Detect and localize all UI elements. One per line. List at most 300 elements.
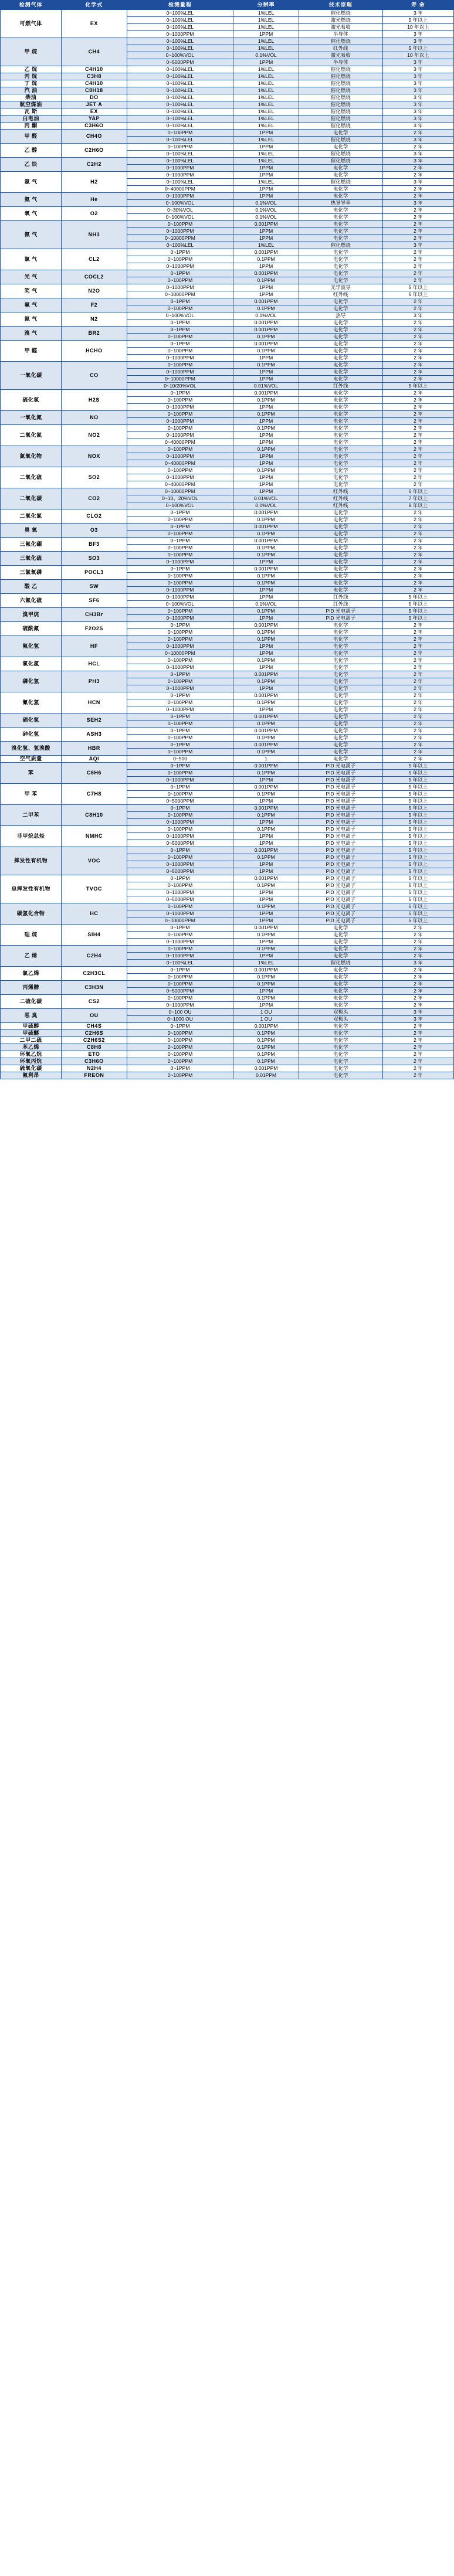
technology-cell: 电化学 [299, 742, 382, 749]
lifetime-cell: 3 年 [382, 10, 453, 17]
resolution-cell: 1%LEL [233, 10, 299, 17]
detection-range-cell: 0~100PPM [127, 678, 233, 685]
header-technology: 技术原理 [299, 1, 382, 10]
technology-cell: 电化学 [299, 981, 382, 988]
technology-cell: PID 光电离子 [299, 615, 382, 622]
table-row [1, 805, 454, 812]
lifetime-cell: 2 年 [382, 981, 453, 988]
gas-name-cell: 甲 烷 [1, 38, 62, 66]
lifetime-cell: 2 年 [382, 186, 453, 193]
detection-range-cell: 0~100PPM [127, 749, 233, 756]
detection-range-cell: 0~100PPM [127, 636, 233, 643]
chemical-formula-cell: C8H8 [62, 1044, 127, 1051]
chemical-formula-cell: C2H3CL [62, 967, 127, 981]
technology-cell: 催化燃烧 [299, 151, 382, 158]
detection-range-cell: 0~1000PPM [127, 819, 233, 826]
resolution-cell: 0.1PPM [233, 657, 299, 664]
lifetime-cell: 5 年以上 [382, 826, 453, 833]
detection-range-cell: 0~100PPM [127, 144, 233, 151]
gas-name-cell: 非甲烷总烃 [1, 826, 62, 847]
resolution-cell: 0.1PPM [233, 882, 299, 889]
lifetime-cell: 5 年以上 [382, 594, 453, 601]
lifetime-cell: 5 年以上 [382, 889, 453, 896]
technology-cell: 电化学 [299, 144, 382, 151]
resolution-cell: 0.1PPM [233, 1037, 299, 1044]
lifetime-cell: 2 年 [382, 369, 453, 376]
detection-range-cell: 0~500 [127, 756, 233, 763]
table-row [1, 995, 454, 1002]
table-row [1, 847, 454, 854]
technology-cell: 电化学 [299, 735, 382, 742]
technology-cell: 红外线 [299, 488, 382, 495]
resolution-cell: 1%LEL [233, 151, 299, 158]
lifetime-cell: 2 年 [382, 946, 453, 953]
table-row [1, 728, 454, 735]
table-row [1, 552, 454, 559]
lifetime-cell: 3 年 [382, 38, 453, 45]
lifetime-cell: 3 年 [382, 31, 453, 38]
detection-range-cell: 0~100%LEL [127, 137, 233, 144]
technology-cell: 催化燃烧 [299, 242, 382, 249]
lifetime-cell: 5 年以上 [382, 903, 453, 910]
lifetime-cell: 2 年 [382, 580, 453, 587]
chemical-formula-cell: F2 [62, 298, 127, 312]
technology-cell: 热导导率 [299, 200, 382, 207]
resolution-cell: 1 [233, 756, 299, 763]
resolution-cell: 1%LEL [233, 94, 299, 101]
table-row [1, 657, 454, 664]
detection-range-cell: 0~100%LEL [127, 66, 233, 73]
lifetime-cell: 2 年 [382, 692, 453, 699]
chemical-formula-cell: HF [62, 636, 127, 657]
detection-range-cell: 0~1PPM [127, 742, 233, 749]
detection-range-cell: 0~1000PPM [127, 31, 233, 38]
resolution-cell: 1PPM [233, 460, 299, 467]
table-row [1, 87, 454, 94]
table-row [1, 108, 454, 115]
resolution-cell: 1PPM [233, 840, 299, 847]
lifetime-cell: 5 年以上 [382, 805, 453, 812]
chemical-formula-cell: TVOC [62, 875, 127, 903]
table-row [1, 411, 454, 418]
technology-cell: 电化学 [299, 580, 382, 587]
gas-name-cell: 空气质量 [1, 756, 62, 763]
table-row [1, 390, 454, 397]
chemical-formula-cell: F2O2S [62, 622, 127, 636]
chemical-formula-cell: SIH4 [62, 925, 127, 946]
technology-cell: 催化燃烧 [299, 38, 382, 45]
chemical-formula-cell: C3H6O [62, 1058, 127, 1065]
technology-cell: PID 光电离子 [299, 833, 382, 840]
gas-name-cell: 苯 [1, 763, 62, 784]
chemical-formula-cell: COCL2 [62, 270, 127, 284]
technology-cell: PID 光电离子 [299, 917, 382, 925]
table-row [1, 1072, 454, 1079]
detection-range-cell: 0~40000PPM [127, 186, 233, 193]
technology-cell: PID 光电离子 [299, 840, 382, 847]
gas-name-cell: 磷化氢 [1, 671, 62, 692]
technology-cell: PID 光电离子 [299, 861, 382, 868]
lifetime-cell: 5 年以上 [382, 840, 453, 847]
resolution-cell: 0.001PPM [233, 763, 299, 770]
table-row [1, 967, 454, 974]
table-row [1, 488, 454, 495]
technology-cell: PID 光电离子 [299, 608, 382, 615]
detection-range-cell: 0~100PPM [127, 1072, 233, 1079]
resolution-cell: 0.001PPM [233, 249, 299, 256]
table-row [1, 66, 454, 73]
resolution-cell: 0.001PPM [233, 728, 299, 735]
chemical-formula-cell: H2 [62, 172, 127, 193]
detection-range-cell: 0~100%LEL [127, 123, 233, 130]
technology-cell: PID 光电离子 [299, 770, 382, 777]
technology-cell: 电化学 [299, 341, 382, 348]
detection-range-cell: 0~5000PPM [127, 896, 233, 903]
lifetime-cell: 7 年以上 [382, 495, 453, 502]
detection-range-cell: 0~100PPM [127, 608, 233, 615]
technology-cell: 电化学 [299, 516, 382, 524]
lifetime-cell: 2 年 [382, 559, 453, 566]
lifetime-cell: 5 年以上 [382, 763, 453, 770]
detection-range-cell: 0~1000PPM [127, 833, 233, 840]
technology-cell: 催化燃烧 [299, 66, 382, 73]
gas-name-cell: 六氟化硫 [1, 594, 62, 608]
resolution-cell: 1PPM [233, 376, 299, 383]
chemical-formula-cell: SO3 [62, 552, 127, 566]
resolution-cell: 1%LEL [233, 17, 299, 24]
chemical-formula-cell: HCHO [62, 341, 127, 362]
detection-range-cell: 0~100%LEL [127, 115, 233, 123]
technology-cell: 双极头 [299, 1016, 382, 1023]
gas-name-cell: 三氧化硫 [1, 552, 62, 566]
lifetime-cell: 2 年 [382, 636, 453, 643]
lifetime-cell: 2 年 [382, 327, 453, 334]
gas-name-cell: 环氧丙烷 [1, 1058, 62, 1065]
table-row [1, 425, 454, 432]
detection-range-cell: 0~1000PPM [127, 172, 233, 179]
resolution-cell: 0.001PPM [233, 566, 299, 573]
resolution-cell: 0.1PPM [233, 277, 299, 284]
chemical-formula-cell: CO2 [62, 488, 127, 509]
resolution-cell: 0.001PPM [233, 1023, 299, 1030]
gas-name-cell: 甲 苯 [1, 784, 62, 805]
resolution-cell: 0.01%VOL [233, 383, 299, 390]
table-row [1, 362, 454, 369]
chemical-formula-cell: EX [62, 108, 127, 115]
lifetime-cell: 2 年 [382, 650, 453, 657]
technology-cell: 电化学 [299, 193, 382, 200]
detection-range-cell: 0~1000PPM [127, 1002, 233, 1009]
resolution-cell: 1PPM [233, 650, 299, 657]
resolution-cell: 1PPM [233, 263, 299, 270]
resolution-cell: 1%LEL [233, 158, 299, 165]
chemical-formula-cell: OU [62, 1009, 127, 1023]
gas-name-cell: 二硫化碳 [1, 995, 62, 1009]
lifetime-cell: 5 年以上 [382, 608, 453, 615]
lifetime-cell: 2 年 [382, 939, 453, 946]
resolution-cell: 0.001PPM [233, 805, 299, 812]
table-row [1, 1037, 454, 1044]
gas-name-cell: 三氟化硼 [1, 538, 62, 552]
technology-cell: 电化学 [299, 270, 382, 277]
detection-range-cell: 0~100%LEL [127, 108, 233, 115]
resolution-cell: 0.001PPM [233, 925, 299, 932]
technology-cell: 半导体 [299, 59, 382, 66]
technology-cell: 电化学 [299, 446, 382, 453]
detection-range-cell: 0~1PPM [127, 728, 233, 735]
technology-cell: PID 光电离子 [299, 777, 382, 784]
lifetime-cell: 2 年 [382, 453, 453, 460]
technology-cell: 电化学 [299, 1002, 382, 1009]
chemical-formula-cell: NMHC [62, 826, 127, 847]
detection-range-cell: 0~100PPM [127, 130, 233, 137]
chemical-formula-cell: CL2 [62, 249, 127, 270]
resolution-cell: 0.1%VOL [233, 601, 299, 608]
lifetime-cell: 2 年 [382, 235, 453, 242]
technology-cell: 电化学 [299, 728, 382, 735]
lifetime-cell: 2 年 [382, 509, 453, 516]
resolution-cell: 1PPM [233, 615, 299, 622]
technology-cell: PID 光电离子 [299, 812, 382, 819]
resolution-cell: 0.1PPM [233, 826, 299, 833]
detection-range-cell: 0~100PPM [127, 1051, 233, 1058]
resolution-cell: 0.001PPM [233, 847, 299, 854]
chemical-formula-cell: C2H6S [62, 1030, 127, 1037]
resolution-cell: 1PPM [233, 861, 299, 868]
table-row [1, 123, 454, 130]
gas-name-cell: 氦 气 [1, 193, 62, 207]
gas-name-cell: 丙 酮 [1, 123, 62, 130]
gas-name-cell: 硫化氢 [1, 390, 62, 411]
resolution-cell: 1PPM [233, 868, 299, 875]
resolution-cell: 1%LEL [233, 24, 299, 31]
detection-range-cell: 0~1PPM [127, 538, 233, 545]
table-row [1, 742, 454, 749]
lifetime-cell: 2 年 [382, 221, 453, 228]
lifetime-cell: 2 年 [382, 587, 453, 594]
technology-cell: 电化学 [299, 298, 382, 305]
gas-name-cell: 乙 烷 [1, 66, 62, 73]
chemical-formula-cell: HCL [62, 657, 127, 671]
resolution-cell: 0.1PPM [233, 545, 299, 552]
resolution-cell: 0.01PPM [233, 1072, 299, 1079]
resolution-cell: 0.1PPM [233, 1044, 299, 1051]
technology-cell: 电化学 [299, 629, 382, 636]
header-resolution: 分辨率 [233, 1, 299, 10]
detection-range-cell: 0~1000PPM [127, 910, 233, 917]
chemical-formula-cell: SO2 [62, 467, 127, 488]
lifetime-cell: 2 年 [382, 967, 453, 974]
lifetime-cell: 3 年 [382, 123, 453, 130]
detection-range-cell: 0~100PPM [127, 770, 233, 777]
technology-cell: 电化学 [299, 1058, 382, 1065]
detection-range-cell: 0~100PPM [127, 882, 233, 889]
resolution-cell: 1%LEL [233, 73, 299, 80]
resolution-cell: 1%LEL [233, 38, 299, 45]
lifetime-cell: 2 年 [382, 390, 453, 397]
chemical-formula-cell: POCL3 [62, 566, 127, 580]
resolution-cell: 0.1PPM [233, 1058, 299, 1065]
lifetime-cell: 2 年 [382, 953, 453, 960]
resolution-cell: 0.1%VOL [233, 207, 299, 214]
resolution-cell: 0.1%VOL [233, 214, 299, 221]
chemical-formula-cell: PH3 [62, 671, 127, 692]
table-row [1, 580, 454, 587]
detection-range-cell: 0~100PPM [127, 974, 233, 981]
detection-range-cell: 0~1PPM [127, 671, 233, 678]
gas-name-cell: 丙 烷 [1, 73, 62, 80]
gas-name-cell: 砷化氢 [1, 728, 62, 742]
detection-range-cell: 0~100PPM [127, 277, 233, 284]
technology-cell: 电化学 [299, 1037, 382, 1044]
detection-range-cell: 0~1PPM [127, 875, 233, 882]
lifetime-cell: 3 年 [382, 312, 453, 320]
detection-range-cell: 0~1000PPM [127, 777, 233, 784]
detection-range-cell: 0~1000PPM [127, 263, 233, 270]
lifetime-cell: 3 年 [382, 87, 453, 94]
detection-range-cell: 0~100%LEL [127, 17, 233, 24]
lifetime-cell: 3 年 [382, 1009, 453, 1016]
resolution-cell: 0.1PPM [233, 467, 299, 474]
detection-range-cell: 0~100PPM [127, 362, 233, 369]
lifetime-cell: 5 年以上 [382, 798, 453, 805]
resolution-cell: 1PPM [233, 488, 299, 495]
lifetime-cell: 3 年 [382, 151, 453, 158]
technology-cell: 电化学 [299, 671, 382, 678]
chemical-formula-cell: YAP [62, 115, 127, 123]
detection-range-cell: 0~100%LEL [127, 101, 233, 108]
technology-cell: PID 光电离子 [299, 791, 382, 798]
lifetime-cell: 3 年 [382, 73, 453, 80]
table-row [1, 566, 454, 573]
chemical-formula-cell: C2H2 [62, 158, 127, 172]
gas-name-cell: 丙烯腈 [1, 981, 62, 995]
chemical-formula-cell: CS2 [62, 995, 127, 1009]
chemical-formula-cell: CH4O [62, 130, 127, 144]
lifetime-cell: 2 年 [382, 685, 453, 692]
resolution-cell: 0.1PPM [233, 397, 299, 404]
table-row [1, 467, 454, 474]
lifetime-cell: 3 年 [382, 101, 453, 108]
table-row [1, 875, 454, 882]
chemical-formula-cell: DO [62, 94, 127, 101]
detection-range-cell: 0~100PPM [127, 411, 233, 418]
gas-name-cell: 二氧化氯 [1, 509, 62, 524]
table-row [1, 756, 454, 763]
detection-range-cell: 0~100PPM [127, 256, 233, 263]
lifetime-cell: 2 年 [382, 1023, 453, 1030]
technology-cell: 电化学 [299, 967, 382, 974]
lifetime-cell: 5 年以上 [382, 284, 453, 291]
detection-range-cell: 0~1PPM [127, 967, 233, 974]
gas-name-cell: 氧 气 [1, 207, 62, 221]
chemical-formula-cell: HCN [62, 692, 127, 713]
lifetime-cell: 2 年 [382, 130, 453, 137]
detection-range-cell: 0~100PPM [127, 425, 233, 432]
technology-cell: PID 光电离子 [299, 903, 382, 910]
lifetime-cell: 2 年 [382, 144, 453, 151]
detection-range-cell: 0~30%VOL [127, 207, 233, 214]
gas-name-cell: 氯乙烯 [1, 967, 62, 981]
detection-range-cell: 0~1000PPM [127, 432, 233, 439]
detection-range-cell: 0~1PPM [127, 327, 233, 334]
gas-spec-table [0, 0, 454, 1079]
resolution-cell: 0.001PPM [233, 538, 299, 545]
lifetime-cell: 5 年以上 [382, 291, 453, 298]
chemical-formula-cell: C3H8 [62, 73, 127, 80]
detection-range-cell: 0~10、20%VOL [127, 495, 233, 502]
technology-cell: PID 光电离子 [299, 896, 382, 903]
table-row [1, 298, 454, 305]
technology-cell: PID 光电离子 [299, 868, 382, 875]
header-gas-name: 检测气体 [1, 1, 62, 10]
detection-range-cell: 0~1000PPM [127, 228, 233, 235]
resolution-cell: 1PPM [233, 798, 299, 805]
chemical-formula-cell: HBR [62, 742, 127, 756]
resolution-cell: 1PPM [233, 172, 299, 179]
lifetime-cell: 5 年以上 [382, 896, 453, 903]
resolution-cell: 1PPM [233, 59, 299, 66]
table-row [1, 903, 454, 910]
resolution-cell: 1%LEL [233, 960, 299, 967]
table-header-row [1, 1, 454, 10]
resolution-cell: 1%LEL [233, 123, 299, 130]
technology-cell: 电化学 [299, 453, 382, 460]
technology-cell: 电化学 [299, 390, 382, 397]
detection-range-cell: 0~1PPM [127, 925, 233, 932]
detection-range-cell: 0~1000PPM [127, 474, 233, 481]
lifetime-cell: 5 年以上 [382, 812, 453, 819]
table-row [1, 144, 454, 151]
detection-range-cell: 0~100%LEL [127, 158, 233, 165]
technology-cell: 电化学 [299, 939, 382, 946]
resolution-cell: 1PPM [233, 418, 299, 425]
detection-range-cell: 0~100%VOL [127, 502, 233, 509]
lifetime-cell: 3 年 [382, 115, 453, 123]
technology-cell: 电化学 [299, 327, 382, 334]
detection-range-cell: 0~5000PPM [127, 798, 233, 805]
gas-name-cell: 甲硫醇 [1, 1023, 62, 1030]
technology-cell: 电化学 [299, 355, 382, 362]
chemical-formula-cell: BF3 [62, 538, 127, 552]
lifetime-cell: 2 年 [382, 411, 453, 418]
resolution-cell: 1PPM [233, 130, 299, 137]
lifetime-cell: 2 年 [382, 228, 453, 235]
gas-name-cell: 氨 气 [1, 221, 62, 249]
technology-cell: 电化学 [299, 1030, 382, 1037]
lifetime-cell: 6 年以上 [382, 488, 453, 495]
lifetime-cell: 5 年以上 [382, 875, 453, 882]
resolution-cell: 0.001PPM [233, 320, 299, 327]
technology-cell: 红外线 [299, 502, 382, 509]
detection-range-cell: 0~100PPM [127, 1037, 233, 1044]
technology-cell: 光学波导 [299, 284, 382, 291]
resolution-cell: 1%LEL [233, 45, 299, 52]
resolution-cell: 1PPM [233, 953, 299, 960]
detection-range-cell: 0~100PPM [127, 348, 233, 355]
technology-cell: 电化学 [299, 692, 382, 699]
resolution-cell: 0.1PPM [233, 699, 299, 706]
technology-cell: PID 光电离子 [299, 784, 382, 791]
technology-cell: 电化学 [299, 643, 382, 650]
detection-range-cell: 0~100%VOL [127, 200, 233, 207]
lifetime-cell: 2 年 [382, 214, 453, 221]
detection-range-cell: 0~100PPM [127, 580, 233, 587]
header-lifetime: 寿 命 [382, 1, 453, 10]
gas-name-cell: 氯 气 [1, 249, 62, 270]
gas-name-cell: 氯化氢 [1, 657, 62, 671]
detection-range-cell: 0~100%LEL [127, 151, 233, 158]
